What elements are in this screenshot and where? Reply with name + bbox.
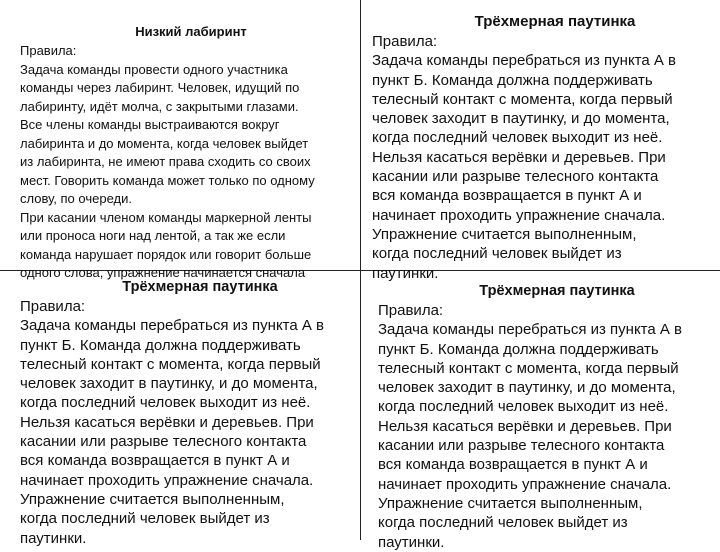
rules-line: касании или разрыве телесного контакта [378,437,665,455]
card-title: Трёхмерная паутинка [479,283,635,299]
rules-line: одного слова, упражнение начинается сначала [20,265,306,280]
rules-line: начинает проходить упражнение сначала. [378,475,672,493]
rules-line: когда последний человек выйдет из [372,245,622,263]
rules-line: человек заходит в паутинку, и до момента, [372,110,670,128]
rules-line: При касании членом команды маркерной ленты [20,209,312,225]
rules-line: пункт Б. Команда должна поддерживать [372,71,653,89]
rules-line: команда нарушает порядок или говорит больше [20,246,312,262]
rules-line: когда последний человек выйдет из [20,510,270,528]
rules-line: Все члены команды выстраиваются вокруг [20,117,280,132]
rules-line: Нельзя касаться верёвки и деревьев. При [372,148,666,166]
rules-line: паутинки. [372,264,439,282]
rules-line: слову, по очереди. [20,191,132,206]
card-title: Трёхмерная паутинка [474,13,636,30]
rules-line: Правила: [378,302,444,319]
rules-line: когда последний человек выйдет из [378,514,628,532]
rules-line: Упражнение считается выполненным, [372,225,637,243]
rules-line: вся команда возвращается в пункт А и [20,452,290,470]
rules-line: Упражнение считается выполненным, [20,490,285,508]
rules-line: Нельзя касаться верёвки и деревьев. При [378,417,672,435]
rules-line: когда последний человек выходит из неё. [372,129,663,147]
rules-line: человек заходит в паутинку, и до момента, [20,375,318,393]
rules-line: пункт Б. Команда должна поддерживать [378,340,659,358]
card-3d-web-bottom-right [378,282,714,551]
rules-line: Задача команды перебраться из пункта А в [378,321,683,339]
rules-line: Задача команды перебраться из пункта А в [372,52,677,70]
rules-line: Задача команды перебраться из пункта А в [20,317,325,335]
rules-line: мест. Говорить команда может только по одному [20,172,315,188]
card-3d-web-bottom-left [20,278,352,547]
rules-line: вся команда возвращается в пункт А и [372,187,642,205]
card-title: Низкий лабиринт [135,24,247,39]
rules-line: паутинки. [378,533,445,551]
rules-line: вся команда возвращается в пункт А и [378,456,648,474]
rules-line: когда последний человек выходит из неё. [378,398,669,416]
rules-line: касании или разрыве телесного контакта [372,168,659,186]
rules-line: Упражнение считается выполненным, [378,494,643,512]
rules-line: Правила: [372,33,438,50]
rules-line: касании или разрыве телесного контакта [20,433,307,451]
rules-line: начинает проходить упражнение сначала. [372,206,666,224]
card-title: Трёхмерная паутинка [122,279,278,295]
rules-line: лабиринта и до момента, когда человек выйдет [20,135,309,151]
rules-line: телесный контакт с момента, когда первый [378,359,679,377]
rules-line: Задача команды провести одного участника [20,61,288,77]
rules-line: Правила: [20,298,86,315]
rules-line: Нельзя касаться верёвки и деревьев. При [20,413,314,431]
rules-line: человек заходит в паутинку, и до момента, [378,379,676,397]
rules-line: из лабиринта, не имеют права сходить со своих [20,154,311,169]
rules-line: когда последний человек выходит из неё. [20,394,311,412]
card-low-labyrinth [20,22,352,280]
rules-line: или проноса ноги над лентой, а так же если [20,228,286,243]
rules-line: телесный контакт с момента, когда первый [372,90,673,108]
rules-line: пункт Б. Команда должна поддерживать [20,336,301,354]
card-3d-web-top-right [372,12,710,282]
rules-line: начинает проходить упражнение сначала. [20,471,314,489]
rules-line: команды через лабиринт. Человек, идущий по [20,80,300,95]
rules-line: Правила: [20,43,77,58]
rules-line: паутинки. [20,529,87,547]
rules-line: лабиринту, идёт молча, с закрытыми глазами. [20,98,299,114]
rules-line: телесный контакт с момента, когда первый [20,355,321,373]
